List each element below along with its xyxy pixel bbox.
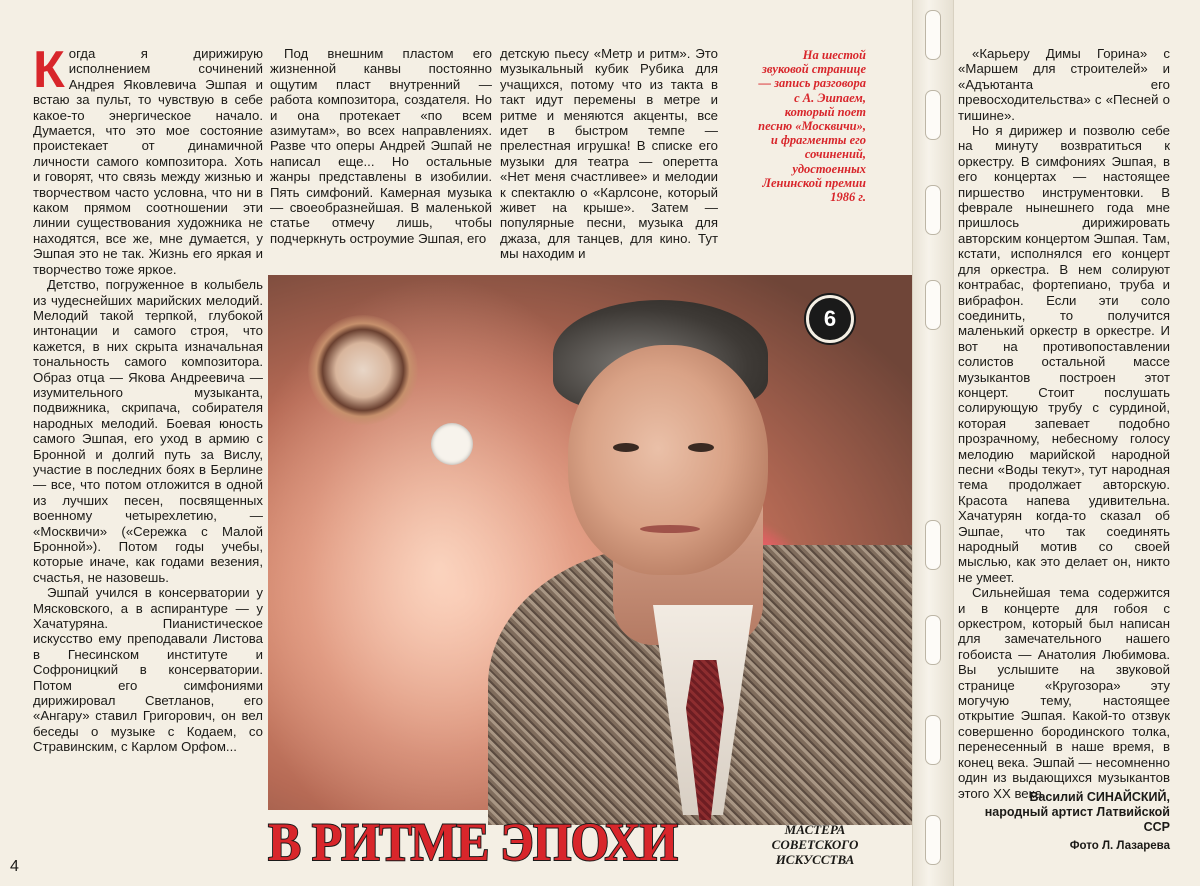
binding-slot: [925, 615, 941, 665]
binding-slot: [925, 715, 941, 765]
article-paragraph: Сильнейшая тема содержится и в концерте для гобоя с оркестром, который был написан для замечательного нашего гобоиста — Анатолия Любимова. Вы услышите на звуковой странице «Кругозора» эту могучую тему, настоящее открытие Эшпая. Какой-то отзвук совершенно бородинского толка, перенесенный в наше время, в конец века. Эшпай — несомненно один из выдающихся музыкантов этого XX века.: [958, 585, 1170, 801]
author-title: народный артист Латвийской ССР: [984, 805, 1170, 834]
drop-cap: К: [33, 41, 65, 99]
binding-slot: [925, 90, 941, 140]
binding-slot: [925, 185, 941, 235]
paragraph-text: огда я дирижирую исполнением сочинений Андрея Яковлевича Эшпая и встаю за пульт, то чувствую в себе какое-то энергическое начало. Думается, что это мое состояние проистекает от динамичной личности самого композитора. Хоть и говорят, что связь между жизнью и творчеством часто условна, что ни в каком прямом соотношении эти линии существования художника не находятся, все же, мне думается, у Эшпая это не так. Жизнь его яркая и творчество тоже яркое.: [33, 46, 263, 277]
composer-portrait-photo: [268, 275, 914, 810]
punched-hole: [431, 423, 473, 465]
mouth-shape: [640, 525, 700, 533]
right-eye-shape: [688, 443, 714, 452]
wall-clock-shape: [308, 315, 418, 425]
article-paragraph: Но я дирижер и позволю себе на минуту возвратиться к оркестру. В симфониях Эшпая, в его концертах — настоящее пиршество инструментовки. В феврале нынешнего года мне пришлось дирижировать авторским концертом Эшпая. Там, кстати, исполнялся его концерт для оркестра. В нем солируют контрабас, фортепиано, труба и вибрафон. Если эти соло соединить, то получится маленький оркестр в оркестре. И вот на противопоставлении солистов остальной массе музыкантов построен этот концерт. Стоит послушать солирующую трубу с сурдиной, которая запевает подобно прозрачному, небесному голосу мелодию марийской народной песни «Воды текут», тут народная тема продолжает авторскую. Красота напева удивительна. Хачатурян когда-то сказал об Эшпае, что так соединять народный мотив со своей мыслью, как это делает он, никто не умеет.: [958, 123, 1170, 585]
page-number: 4: [10, 858, 19, 875]
photo-credit: Фото Л. Лазарева: [1069, 840, 1170, 852]
article-column-3: [500, 46, 718, 268]
article-column-2: [270, 46, 492, 268]
article-paragraph: «Карьеру Димы Горина» с «Маршем для строителей» и «Адъютанта его превосходительства» с «Песней о тишине».: [958, 46, 1170, 123]
section-rubric: МАСТЕРА СОВЕТСКОГО ИСКУССТВА: [771, 822, 859, 867]
article-paragraph: [33, 41, 263, 277]
article-paragraph: Под внешним пластом его жизненной канвы постоянно ощутим пласт внутренний — работа композитора, создателя. Но и она протекает «по всем азимутам», во всех направлениях. Разве что оперы Андрей Эшпай не написал еще... Но остальные жанры представлены в изобилии. Пять симфоний. Камерная музыка — своеобразнейшая. В маленькой статье отмечу лишь, чтобы подчеркнуть остроумие Эшпая, его: [270, 46, 492, 246]
binding-slot: [925, 10, 941, 60]
binding-slot: [925, 520, 941, 570]
left-eye-shape: [613, 443, 639, 452]
binding-slot: [925, 280, 941, 330]
article-headline: В РИТМЕ ЭПОХИ: [268, 812, 678, 872]
sound-page-badge: 6: [806, 295, 854, 343]
binding-strip: [912, 0, 954, 886]
article-column-1: [33, 41, 263, 872]
face-shape: [568, 345, 768, 575]
article-paragraph: Детство, погруженное в колыбель из чудеснейших марийских мелодий. Мелодий такой терпкой, глубокой интонации и самого строя, что кажется, в них скрыта изначальная тональность самого композитора. Образ отца — Якова Андреевича — изумительного музыканта, подвижника, скрипача, собирателя народных мелодий. Боевая юность самого Эшпая, его уход в армию с Бронной и долгий путь за Вислу, участие в последних боях в Берлине — все, что потом отложится в одной из лучших песен, посвященных военному четырехлетию, — «Москвичи» («Сережка с Малой Бронной»). Потом годы учебы, которые иначе, как годами везения, счастья, не назовешь.: [33, 277, 263, 585]
article-paragraph: Эшпай учился в консерватории у Мясковского, а в аспирантуре — у Хачатуряна. Пианистическое искусство ему преподавали Листова в Гнесинском институте и Софроницкий в консерватории. Потом его симфониями дирижировал Светланов, его «Ангару» ставил Григорович, он вел беседы о музыке с Кодаем, со Стравинским, с Карлом Орфом...: [33, 585, 263, 755]
binding-slot: [925, 815, 941, 865]
sound-page-note: На шестой звуковой странице — запись разговора с А. Эшпаем, который поет песню «Москвичи», и фрагменты его сочинений, удостоенных Ленинской премии 1986 г.: [758, 48, 866, 205]
author-name: Василий СИНАЙСКИЙ,: [1029, 790, 1170, 804]
article-paragraph: детскую пьесу «Метр и ритм». Это музыкальный кубик Рубика для учащихся, потому что из такта в такт идут перемены в метре и ритме и меняются акценты, все идет в быстром темпе — прелестная игрушка! В списке его музыки для театра — оперетта «Нет меня счастливее» и мелодии к спектаклю о «Карлсоне, который живет на крыше». Затем — популярные песни, музыка для джаза, для танцев, для кино. Тут мы находим и: [500, 46, 718, 262]
author-signature: [960, 790, 1170, 835]
